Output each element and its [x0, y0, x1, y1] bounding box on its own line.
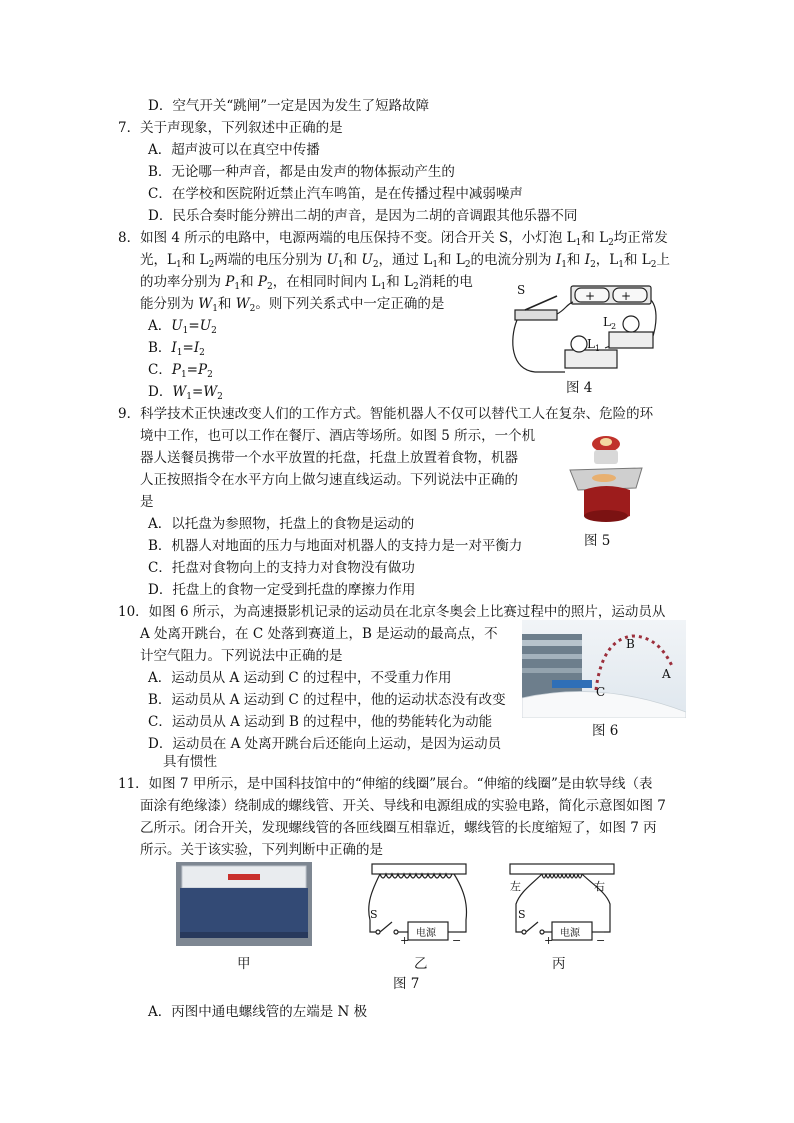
q11-stem-line-1: 11．如图 7 甲所示，是中国科技馆中的“伸缩的线圈”展台。“伸缩的线圈”是由软导线（表 — [118, 776, 653, 792]
q7-option-b: B．无论哪一种声音，都是由发声的物体振动产生的 — [148, 164, 455, 180]
q7-option-d: D．民乐合奏时能分辨出二胡的声音，是因为二胡的音调跟其他乐器不同 — [148, 208, 578, 224]
q8-option-d: D．$W_1=W_2$ — [148, 384, 223, 402]
point-a-label: A — [662, 667, 671, 681]
bing-right-label: 右 — [594, 880, 605, 893]
yi-power-label: 电源 — [416, 928, 436, 939]
figure-4-circuit — [505, 280, 665, 380]
q10-stem-line-1: 10．如图 6 所示，为高速摄影机记录的运动员在北京冬奥会上比赛过程中的照片，运动员从 — [118, 604, 666, 620]
bing-plus-label: + — [544, 934, 554, 947]
figure-4-caption: 图 4 — [566, 380, 593, 396]
bing-left-label: 左 — [510, 880, 521, 893]
battery-plus-1: + — [585, 289, 596, 303]
figure-6-ski-jump — [522, 620, 686, 718]
figure-7-jia-label: 甲 — [237, 956, 251, 972]
figure-7-bing-schematic — [506, 860, 618, 950]
yi-plus-label: + — [400, 934, 410, 947]
figure-5-caption: 图 5 — [584, 533, 611, 549]
q8-stem-line-2: 光，$L_1$和 $L_2$两端的电压分别为 $U_1$和 $U_2$，通过 $L_1$和 $L_2$的电流分别为 $I_1$和 $I_2$，$L_1$和 $L_2$上 — [140, 252, 670, 270]
q9-stem-line-1: 9．科学技术正快速改变人们的工作方式。智能机器人不仅可以替代工人在复杂、危险的环 — [118, 406, 654, 422]
switch-label: S — [517, 283, 526, 297]
q9-stem-line-5: 是 — [140, 494, 154, 510]
q7-option-c: C．在学校和医院附近禁止汽车鸣笛，是在传播过程中减弱噪声 — [148, 186, 523, 202]
figure-6-caption: 图 6 — [592, 723, 619, 739]
q9-option-d: D．托盘上的食物一定受到托盘的摩擦力作用 — [148, 582, 416, 598]
figure-5-robot — [564, 432, 648, 528]
figure-7-yi-label: 乙 — [414, 956, 428, 972]
figure-7-jia-exhibit — [176, 862, 312, 946]
bing-power-label: 电源 — [560, 928, 580, 939]
q8-option-a: A．$U_1=U_2$ — [148, 318, 217, 336]
q7-stem: 7．关于声现象，下列叙述中正确的是 — [118, 120, 343, 136]
yi-minus-label: − — [452, 934, 462, 947]
q11-stem-line-2: 面涂有绝缘漆）绕制成的螺线管、开关、导线和电源组成的实验电路，简化示意图如图 7 — [140, 798, 666, 814]
q10-option-b: B．运动员从 A 运动到 C 的过程中，他的运动状态没有改变 — [148, 692, 506, 708]
q10-option-a: A．运动员从 A 运动到 C 的过程中，不受重力作用 — [148, 670, 452, 686]
lamp1-label: $L_1$ — [587, 337, 601, 353]
q10-stem-line-2: A 处离开跳台，在 C 处落到赛道上，B 是运动的最高点，不 — [140, 626, 498, 642]
figure-7-caption: 图 7 — [393, 976, 420, 992]
battery-plus-2: + — [621, 289, 632, 303]
figure-7-bing-label: 丙 — [552, 956, 566, 972]
point-c-label: C — [596, 685, 606, 699]
q11-stem-line-4: 所示。关于该实验，下列判断中正确的是 — [140, 842, 383, 858]
q9-stem-line-2: 境中工作，也可以工作在餐厅、酒店等场所。如图 5 所示，一个机 — [140, 428, 536, 444]
q10-stem-line-3: 计空气阻力。下列说法中正确的是 — [140, 648, 343, 664]
q9-option-b: B．机器人对地面的压力与地面对机器人的支持力是一对平衡力 — [148, 538, 523, 554]
q8-stem-line-1: 8．如图 4 所示的电路中，电源两端的电压保持不变。闭合开关 S，小灯泡 $L_1$和 $L_2$均正常发 — [118, 230, 668, 248]
q11-stem-line-3: 乙所示。闭合开关，发现螺线管的各匝线圈互相靠近，螺线管的长度缩短了，如图 7 丙 — [140, 820, 657, 836]
q10-option-c: C．运动员从 A 运动到 B 的过程中，他的势能转化为动能 — [148, 714, 493, 730]
q7-option-a: A．超声波可以在真空中传播 — [148, 142, 320, 158]
lamp2-label: $L_2$ — [603, 315, 617, 331]
q11-option-a: A．丙图中通电螺线管的左端是 N 极 — [148, 1004, 368, 1020]
bing-switch-label: S — [518, 908, 526, 921]
q9-stem-line-3: 器人送餐员携带一个水平放置的托盘，托盘上放置着食物，机器 — [140, 450, 518, 466]
q6-option-d: D．空气开关“跳闸”一定是因为发生了短路故障 — [148, 98, 430, 114]
bing-minus-label: − — [596, 934, 606, 947]
q9-option-a: A．以托盘为参照物，托盘上的食物是运动的 — [148, 516, 415, 532]
q10-option-d-line-2: 具有惯性 — [163, 754, 217, 770]
q8-stem-line-3: 的功率分别为 $P_1$和 $P_2$，在相同时间内 $L_1$和 $L_2$消耗的电 — [140, 274, 473, 292]
q10-option-d-line-1: D．运动员在 A 处离开跳台后还能向上运动，是因为运动员 — [148, 736, 502, 752]
q8-option-b: B．$I_1=I_2$ — [148, 340, 205, 358]
point-b-label: B — [626, 637, 635, 651]
q8-stem-line-4: 能分别为 $W_1$和 $W_2$。则下列关系式中一定正确的是 — [140, 296, 445, 314]
figure-7-yi-schematic — [362, 860, 474, 950]
q8-option-c: C．$P_1=P_2$ — [148, 362, 213, 380]
q9-option-c: C．托盘对食物向上的支持力对食物没有做功 — [148, 560, 415, 576]
q9-stem-line-4: 人正按照指令在水平方向上做匀速直线运动。下列说法中正确的 — [140, 472, 518, 488]
yi-switch-label: S — [370, 908, 378, 921]
